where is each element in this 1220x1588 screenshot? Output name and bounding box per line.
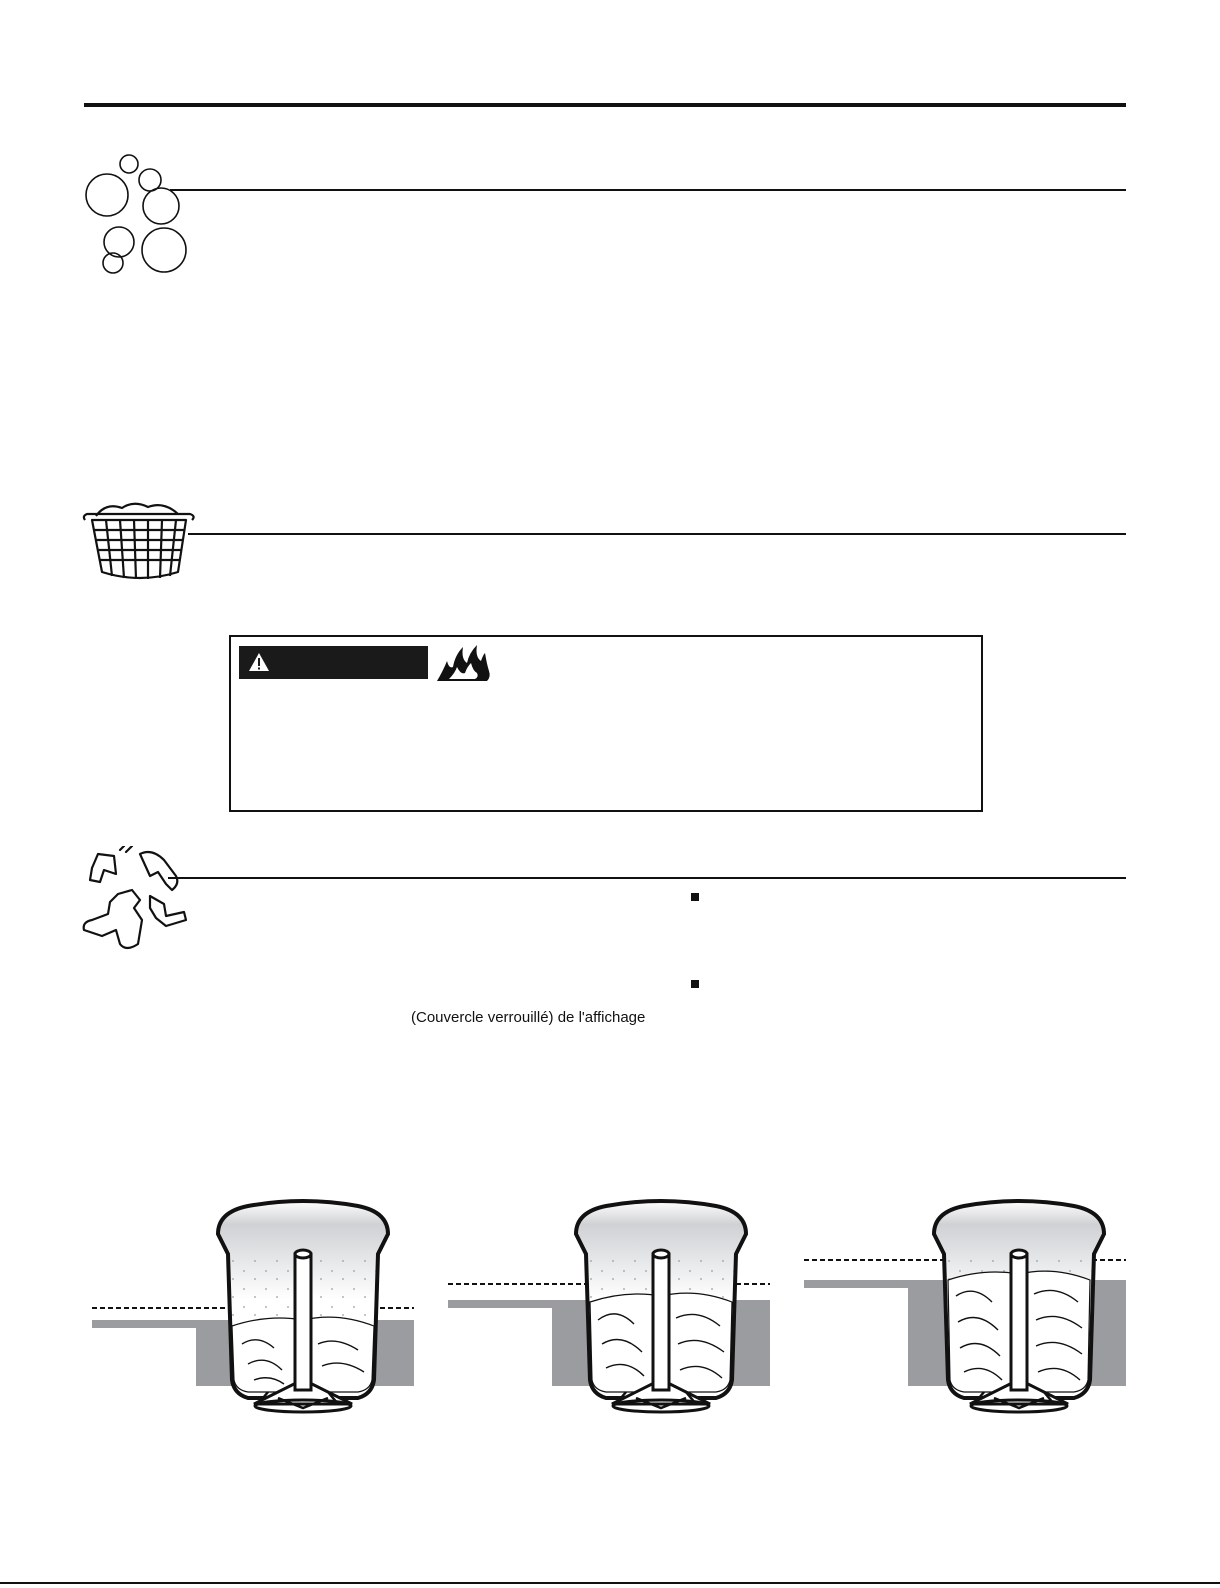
bullet-1 [691,893,699,901]
bubbles-icon [82,152,192,278]
footer-rule [0,1582,1220,1584]
water-level-diagrams [80,1180,1140,1420]
section-rule-3 [168,877,1126,879]
section-rule-2 [188,533,1126,535]
falling-clothes-icon [80,846,192,956]
laundry-basket-icon [82,498,198,586]
lid-locked-caption: (Couvercle verrouillé) de l'affichage [411,1009,646,1026]
water-level-high [804,1201,1126,1412]
warning-badge [239,646,428,679]
warning-triangle-icon [248,652,270,672]
fire-icon [435,643,491,683]
water-level-low [92,1201,414,1412]
section-rule-1 [170,189,1126,191]
water-level-medium [448,1201,770,1412]
header-rule [84,103,1126,107]
warning-box [229,635,983,812]
bullet-2 [691,980,699,988]
